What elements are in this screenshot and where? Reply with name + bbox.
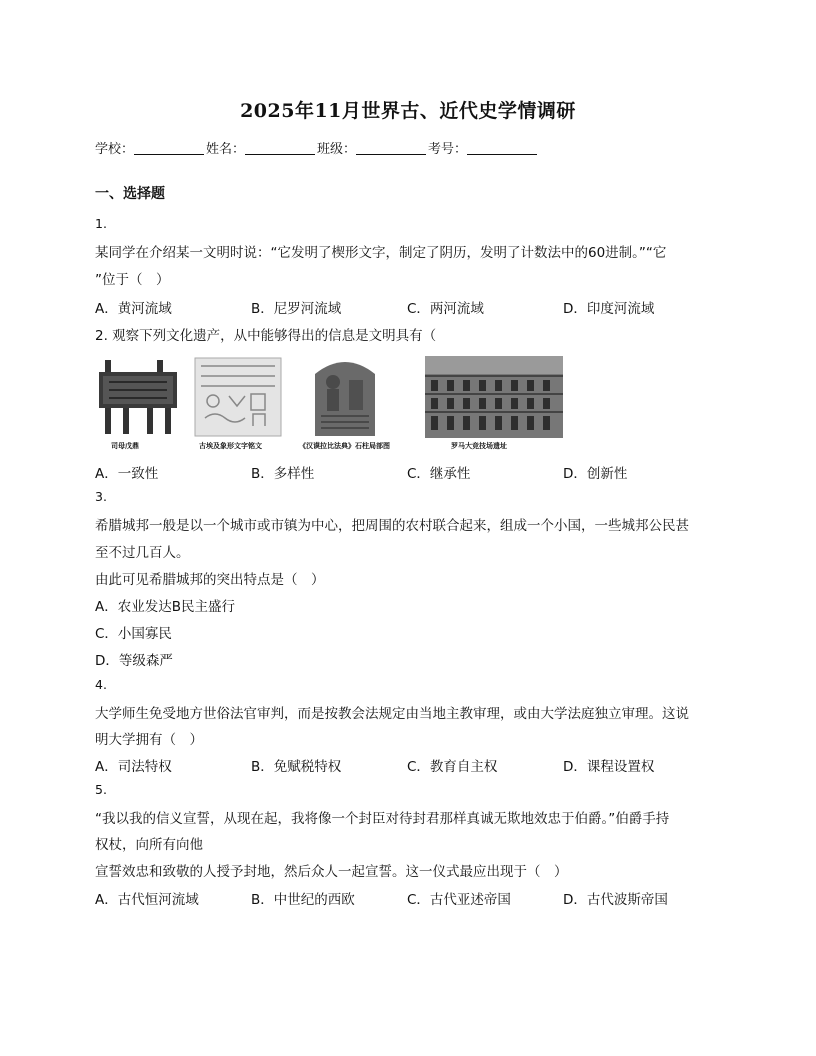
ding-image [95, 356, 185, 438]
q1-stem-line2: ”位于（ ） [95, 272, 170, 288]
q5-stem-line2: 权杖，向所有向他 [95, 837, 203, 853]
q4-number: 4. [95, 677, 107, 692]
q3-stem-line2: 至不过几百人。 [95, 545, 190, 561]
student-info-row [95, 138, 539, 157]
q4-stem-line2: 明大学拥有（ ） [95, 732, 203, 748]
q4-option-b: B．免赋税特权 [251, 759, 342, 775]
school-label: 学校： [95, 142, 135, 157]
q5-stem-line1: “我以我的信义宣誓，从现在起，我将像一个封臣对待封君那样真诚无欺地效忠于伯爵。”伯爵手持 [95, 811, 670, 827]
q5-option-c: C．古代亚述帝国 [407, 892, 511, 908]
hammurabi-stele-image [309, 356, 381, 438]
caption-colosseum: 罗马大竞技场遗址 [451, 441, 507, 450]
class-label: 班级： [317, 142, 357, 157]
q1-option-d: D．印度河流域 [563, 301, 655, 317]
q5-option-d: D．古代波斯帝国 [563, 892, 668, 908]
q1-option-b: B．尼罗河流域 [251, 301, 342, 317]
q3-stem-line1: 希腊城邦一般是以一个城市或市镇为中心，把周围的农村联合起来，组成一个小国，一些城邦公民甚 [95, 518, 689, 534]
q2-option-d: D．创新性 [563, 466, 628, 482]
heritage-images [95, 356, 565, 451]
q5-option-a: A．古代恒河流域 [95, 892, 199, 908]
caption-ding: 司母戊鼎 [111, 441, 139, 450]
q2-option-a: A．一致性 [95, 466, 159, 482]
q2-option-b: B．多样性 [251, 466, 315, 482]
page-title: 2025年11月世界古、近代史学情调研 [240, 100, 576, 122]
colosseum-image [425, 356, 563, 438]
school-blank [134, 140, 204, 155]
hieroglyph-image [193, 356, 283, 438]
q3-stem-line3: 由此可见希腊城邦的突出特点是（ ） [95, 572, 325, 588]
q3-number: 3. [95, 489, 107, 504]
exam-no-blank [467, 140, 537, 155]
q1-stem-line1: 某同学在介绍某一文明时说：“它发明了楔形文字，制定了阴历，发明了计数法中的60进制。”“它 [95, 245, 667, 261]
q3-option-ab: A．农业发达B民主盛行 [95, 599, 235, 615]
q5-number: 5. [95, 782, 107, 797]
q3-option-d: D．等级森严 [95, 653, 173, 669]
q3-option-c: C．小国寡民 [95, 626, 172, 642]
section-heading: 一、选择题 [95, 186, 165, 202]
q4-option-d: D．课程设置权 [563, 759, 655, 775]
class-blank [356, 140, 426, 155]
q2-option-c: C．继承性 [407, 466, 471, 482]
caption-hieroglyph: 古埃及象形文字铭文 [199, 441, 262, 450]
caption-hammurabi: 《汉谟拉比法典》石柱局部图 [299, 441, 390, 450]
q5-option-b: B．中世纪的西欧 [251, 892, 355, 908]
q1-option-c: C．两河流域 [407, 301, 484, 317]
q4-option-a: A．司法特权 [95, 759, 172, 775]
q5-stem-line3: 宣誓效忠和致敬的人授予封地，然后众人一起宣誓。这一仪式最应出现于（ ） [95, 864, 568, 880]
q4-option-c: C．教育自主权 [407, 759, 498, 775]
name-label: 姓名： [206, 142, 246, 157]
q1-option-a: A．黄河流域 [95, 301, 172, 317]
q1-number: 1. [95, 216, 107, 231]
q4-stem-line1: 大学师生免受地方世俗法官审判，而是按教会法规定由当地主教审理，或由大学法庭独立审理。这说 [95, 706, 689, 722]
name-blank [245, 140, 315, 155]
exam-no-label: 考号： [428, 142, 468, 157]
q2-stem: 2. 观察下列文化遗产，从中能够得出的信息是文明具有（ [95, 328, 437, 344]
